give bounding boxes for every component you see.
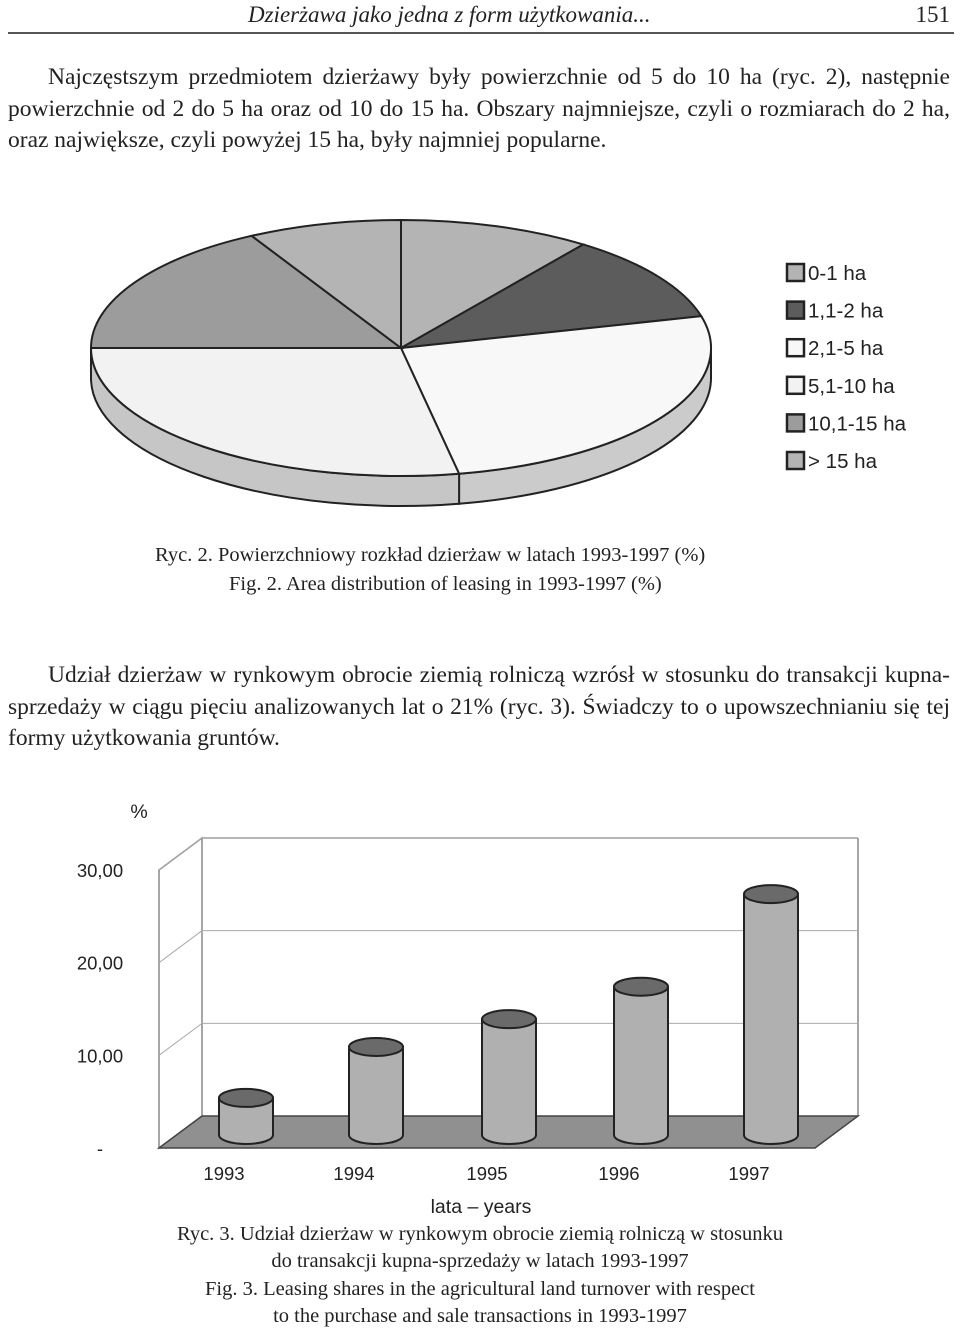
bar-top-1 bbox=[349, 1038, 403, 1056]
legend-swatch-5 bbox=[787, 452, 804, 469]
paragraph-2 bbox=[8, 660, 950, 755]
bar-1997 bbox=[744, 885, 798, 1144]
bar-chart bbox=[0, 790, 960, 1220]
fig2-caption-pl: Ryc. 2. Powierzchniowy rozkład dzierżaw w latach 1993-1997 (%) bbox=[155, 544, 706, 566]
fig2-caption-en: Fig. 2. Area distribution of leasing in 1993-1997 (%) bbox=[229, 573, 662, 595]
page-number: 151 bbox=[915, 2, 950, 27]
bar-top-3 bbox=[614, 978, 668, 996]
x-tick-label-1: 1994 bbox=[333, 1163, 375, 1184]
bar-1996 bbox=[614, 978, 668, 1144]
fig3-caption-en-2: to the purchase and sale transactions in 1993-1997 bbox=[273, 1305, 687, 1327]
legend-swatch-4 bbox=[787, 414, 804, 431]
pie-chart bbox=[0, 195, 960, 525]
y-tick-label-2: 20,00 bbox=[76, 952, 124, 974]
side-wall bbox=[159, 838, 202, 1148]
pie-slice-3 bbox=[91, 348, 459, 476]
legend-label-1: 1,1-2 ha bbox=[808, 299, 884, 323]
bar-1995 bbox=[482, 1010, 536, 1144]
pie-top bbox=[91, 220, 711, 476]
bar-body-3 bbox=[614, 987, 668, 1144]
x-tick-label-2: 1995 bbox=[466, 1163, 508, 1184]
bar-top-4 bbox=[744, 885, 798, 903]
bar-top-2 bbox=[482, 1010, 536, 1028]
fig3-caption-pl-2: do transakcji kupna-sprzedaży w latach 1993-1997 bbox=[271, 1250, 689, 1272]
legend-swatch-3 bbox=[787, 377, 804, 394]
x-tick-label-0: 1993 bbox=[203, 1163, 245, 1184]
legend-label-5: > 15 ha bbox=[808, 450, 877, 473]
legend-label-0: 0-1 ha bbox=[808, 262, 867, 285]
legend-swatch-1 bbox=[787, 302, 804, 319]
y-axis-label: % bbox=[130, 801, 148, 823]
legend-label-2: 2,1-5 ha bbox=[808, 337, 884, 361]
running-title: Dzierżawa jako jedna z form użytkowania... bbox=[248, 2, 651, 27]
x-axis-label: lata – years bbox=[430, 1196, 532, 1218]
paragraph-1-text: Najczęstszym przedmiotem dzierżawy były powierzchnie od 5 do 10 ha (ryc. 2), następnie powierzchnie od 2 do 5 ha oraz od 10 do 15 ha. Obszary najmniejsze, czyli o rozmiarach do 2 ha, oraz największe, czyli powyżej 15 ha, były najmniej popularne. bbox=[8, 64, 950, 153]
legend-label-4: 10,1-15 ha bbox=[808, 412, 907, 436]
page-header bbox=[8, 0, 954, 34]
bar-body-1 bbox=[349, 1047, 403, 1144]
bar-body-2 bbox=[482, 1019, 536, 1144]
legend-swatch-2 bbox=[787, 339, 804, 356]
paragraph-1 bbox=[8, 62, 950, 157]
fig3-caption-en-1: Fig. 3. Leasing shares in the agricultural land turnover with respect bbox=[205, 1278, 755, 1300]
x-tick-label-4: 1997 bbox=[728, 1163, 770, 1184]
bar-bars bbox=[219, 885, 798, 1144]
x-tick-label-3: 1996 bbox=[598, 1163, 640, 1184]
paragraph-2-text: Udział dzierżaw w rynkowym obrocie ziemią rolniczą wzrósł w stosunku do transakcji kupna-sprzedaży w ciągu pięciu analizowanych lat o 21% (ryc. 3). Świadczy to o upowszechnianiu się tej formy użytkowania gruntów. bbox=[8, 662, 950, 751]
bar-1993 bbox=[219, 1089, 273, 1144]
bar-top-0 bbox=[219, 1089, 273, 1107]
y-tick-label-3: 30,00 bbox=[76, 860, 124, 881]
y-tick-label-1: 10,00 bbox=[76, 1045, 124, 1067]
legend-swatch-0 bbox=[787, 264, 804, 281]
pie-legend bbox=[787, 262, 907, 473]
gridline-3 bbox=[159, 838, 858, 870]
fig3-caption-pl-1: Ryc. 3. Udział dzierżaw w rynkowym obrocie ziemią rolniczą w stosunku bbox=[176, 1223, 784, 1245]
bar-1994 bbox=[349, 1038, 403, 1144]
legend-label-3: 5,1-10 ha bbox=[808, 374, 895, 398]
bar-body-4 bbox=[744, 894, 798, 1144]
y-tick-label-0: - bbox=[96, 1138, 104, 1159]
